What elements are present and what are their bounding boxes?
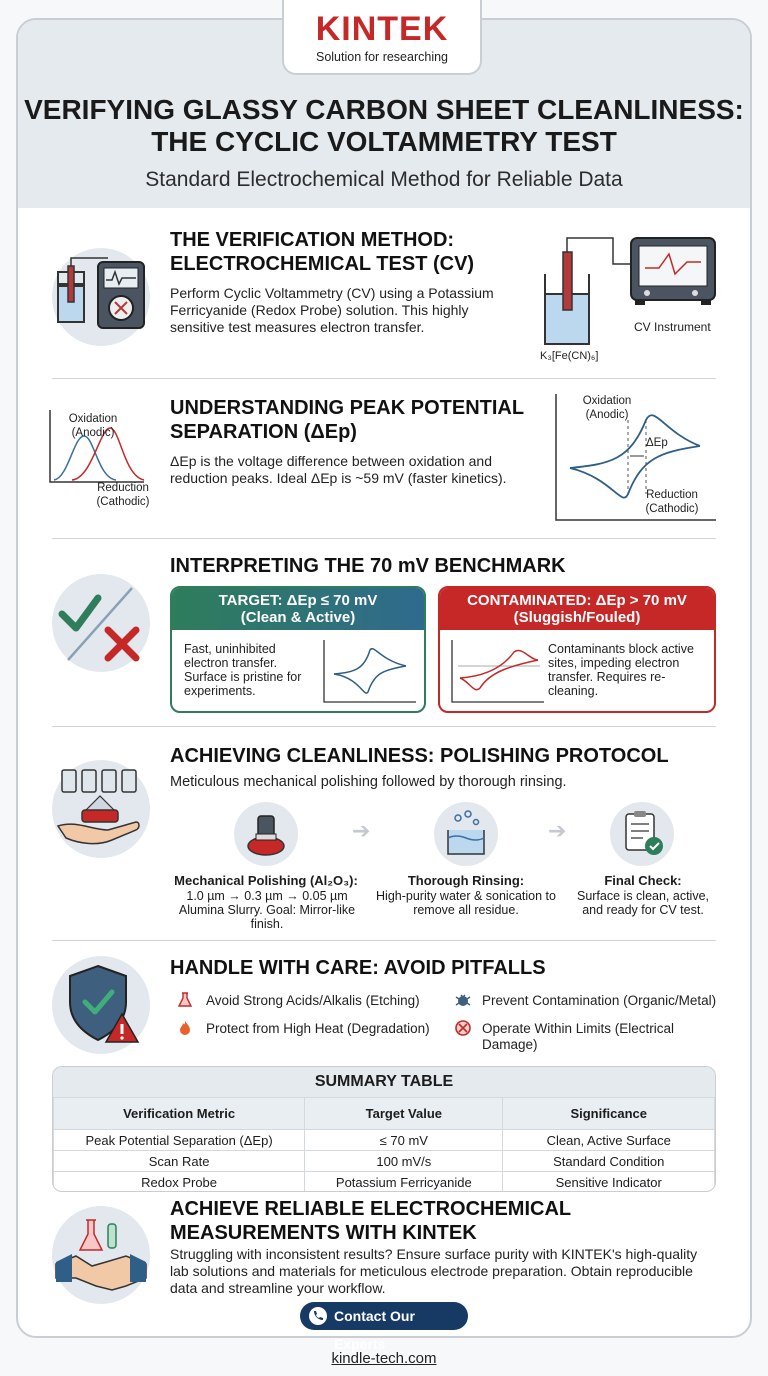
section4-title: ACHIEVING CLEANLINESS: POLISHING PROTOCOL bbox=[170, 745, 669, 767]
delta-ep-label: ΔEp bbox=[646, 437, 668, 449]
cv-instrument-label: CV Instrument bbox=[634, 320, 711, 334]
cta-title bbox=[170, 1197, 571, 1245]
table-row bbox=[54, 1130, 715, 1151]
table-cell: Sensitive Indicator bbox=[503, 1172, 715, 1193]
solution-label: K₃[Fe(CN)₆] bbox=[540, 350, 599, 362]
table-cell: 100 mV/s bbox=[305, 1151, 503, 1172]
section3-title: INTERPRETING THE 70 mV BENCHMARK bbox=[170, 555, 566, 577]
column-header: Verification Metric bbox=[54, 1098, 305, 1130]
cta-title-line2: MEASUREMENTS WITH KINTEK bbox=[170, 1222, 477, 1244]
section1-title-line2: ELECTROCHEMICAL TEST (CV) bbox=[170, 253, 475, 275]
table-cell: Scan Rate bbox=[54, 1151, 305, 1172]
kintek-logo[interactable] bbox=[282, 0, 482, 75]
handshake-icon bbox=[52, 1206, 150, 1304]
pitfall-acids: Avoid Strong Acids/Alkalis (Etching) bbox=[206, 993, 420, 1008]
no-entry-icon bbox=[454, 1019, 472, 1037]
section-divider bbox=[52, 940, 716, 941]
target-benchmark-text: Fast, uninhibited electron transfer. Surface is pristine for experiments. bbox=[184, 642, 302, 698]
left-oxidation-label: Oxidation (Anodic) bbox=[68, 413, 118, 439]
table-cell: Redox Probe bbox=[54, 1172, 305, 1193]
table-header-row bbox=[54, 1098, 715, 1130]
contact-experts-label: Contact Our Experts bbox=[334, 1308, 415, 1352]
column-header: Significance bbox=[503, 1098, 715, 1130]
table-cell: Clean, Active Surface bbox=[503, 1130, 715, 1151]
page-title-line2: THE CYCLIC VOLTAMMETRY TEST bbox=[151, 126, 617, 157]
table-cell: Potassium Ferricyanide bbox=[305, 1172, 503, 1193]
section2-title-line2: SEPARATION (ΔEp) bbox=[170, 421, 357, 443]
table-row bbox=[54, 1151, 715, 1172]
target-benchmark-header bbox=[172, 588, 424, 630]
cta-title-line1: ACHIEVE RELIABLE ELECTROCHEMICAL bbox=[170, 1198, 572, 1220]
polishing-hand-icon bbox=[52, 760, 150, 858]
final-check-step-icon bbox=[610, 802, 674, 866]
page-title bbox=[0, 94, 768, 158]
section5-title: HANDLE WITH CARE: AVOID PITFALLS bbox=[170, 957, 546, 979]
left-reduction-label: Reduction (Cathodic) bbox=[96, 482, 150, 508]
section4-subtitle: Meticulous mechanical polishing followed by thorough rinsing. bbox=[170, 774, 567, 790]
polishing-step-title: Mechanical Polishing (Al₂O₃): bbox=[174, 873, 358, 888]
section2-title-line1: UNDERSTANDING PEAK POTENTIAL bbox=[170, 397, 525, 419]
cv-instrument-illustration bbox=[535, 232, 725, 367]
rinsing-step-desc: High-purity water & sonication to remove all residue. bbox=[376, 889, 556, 917]
polishing-step-icon bbox=[234, 802, 298, 866]
table-cell: ≤ 70 mV bbox=[305, 1130, 503, 1151]
shield-warning-icon bbox=[52, 956, 150, 1054]
section-divider bbox=[52, 378, 716, 379]
polishing-step-desc: 1.0 µm → 0.3 µm → 0.05 µm Alumina Slurry. Goal: Mirror-like finish. bbox=[178, 889, 356, 931]
contaminated-benchmark-text: Contaminants block active sites, impeding electron transfer. Requires re-cleaning. bbox=[548, 642, 694, 698]
section2-body: ΔEp is the voltage difference between oxidation and reduction peaks. Ideal ΔEp is ~59 mV (faster kinetics). bbox=[170, 453, 507, 486]
table-row bbox=[54, 1172, 715, 1193]
cv-setup-icon bbox=[52, 248, 150, 346]
rinsing-step-title: Thorough Rinsing: bbox=[407, 873, 525, 888]
table-cell: Standard Condition bbox=[503, 1151, 715, 1172]
final-check-step-title: Final Check: bbox=[604, 873, 682, 888]
summary-table-grid bbox=[53, 1097, 715, 1192]
target-header-line2: (Clean & Active) bbox=[240, 609, 356, 626]
section1-title-line1: THE VERIFICATION METHOD: bbox=[170, 229, 455, 251]
right-reduction-label: Reduction (Cathodic) bbox=[645, 489, 699, 515]
target-benchmark-card bbox=[170, 586, 426, 713]
cta-body: Struggling with inconsistent results? Ensure surface purity with KINTEK's high-quality lab solutions and materials for meticulous electrode preparation. Obtain reproducible data and streamline your workflow. bbox=[170, 1246, 698, 1296]
pitfall-contamination: Prevent Contamination (Organic/Metal) bbox=[482, 993, 717, 1008]
contact-experts-button[interactable] bbox=[300, 1302, 468, 1352]
fouled-cv-curve-icon bbox=[448, 636, 548, 708]
contam-header-line2: (Sluggish/Fouled) bbox=[513, 609, 641, 626]
clean-cv-curve-icon bbox=[320, 636, 420, 708]
bug-icon bbox=[454, 991, 472, 1009]
section1-body: Perform Cyclic Voltammetry (CV) using a Potassium Ferricyanide (Redox Probe) solution. This highly sensitive test measures electron transfer. bbox=[170, 285, 494, 335]
contaminated-benchmark-card bbox=[438, 586, 716, 713]
section-divider bbox=[52, 726, 716, 727]
summary-table-title: SUMMARY TABLE bbox=[53, 1067, 715, 1097]
section2-title bbox=[170, 396, 524, 444]
pitfall-heat: Protect from High Heat (Degradation) bbox=[206, 1021, 430, 1036]
contam-header-line1: CONTAMINATED: ΔEp > 70 mV bbox=[467, 592, 687, 609]
check-cross-icon bbox=[52, 574, 150, 672]
page-subtitle: Standard Electrochemical Method for Reliable Data bbox=[145, 168, 623, 191]
rinsing-step-icon bbox=[434, 802, 498, 866]
final-check-step-desc: Surface is clean, active, and ready for CV test. bbox=[576, 889, 709, 917]
phone-icon bbox=[308, 1306, 328, 1326]
logo-tagline: Solution for researching bbox=[315, 50, 449, 64]
pitfall-electrical: Operate Within Limits (Electrical Damage) bbox=[482, 1021, 675, 1052]
website-link[interactable]: kindle-tech.com bbox=[331, 1350, 437, 1367]
step-arrow-icon: ➔ bbox=[352, 818, 371, 843]
fire-icon bbox=[176, 1019, 194, 1037]
section-divider bbox=[52, 538, 716, 539]
column-header: Target Value bbox=[305, 1098, 503, 1130]
contaminated-benchmark-header bbox=[440, 588, 714, 630]
section1-title bbox=[170, 228, 474, 276]
step-arrow-icon: ➔ bbox=[548, 818, 567, 843]
right-oxidation-label: Oxidation (Anodic) bbox=[582, 395, 632, 421]
summary-table bbox=[52, 1066, 716, 1192]
flask-icon bbox=[176, 991, 194, 1009]
target-header-line1: TARGET: ΔEp ≤ 70 mV bbox=[218, 592, 378, 609]
logo-wordmark: KINTEK bbox=[315, 10, 449, 48]
page-title-line1: VERIFYING GLASSY CARBON SHEET CLEANLINESS: bbox=[24, 94, 744, 125]
table-cell: Peak Potential Separation (ΔEp) bbox=[54, 1130, 305, 1151]
